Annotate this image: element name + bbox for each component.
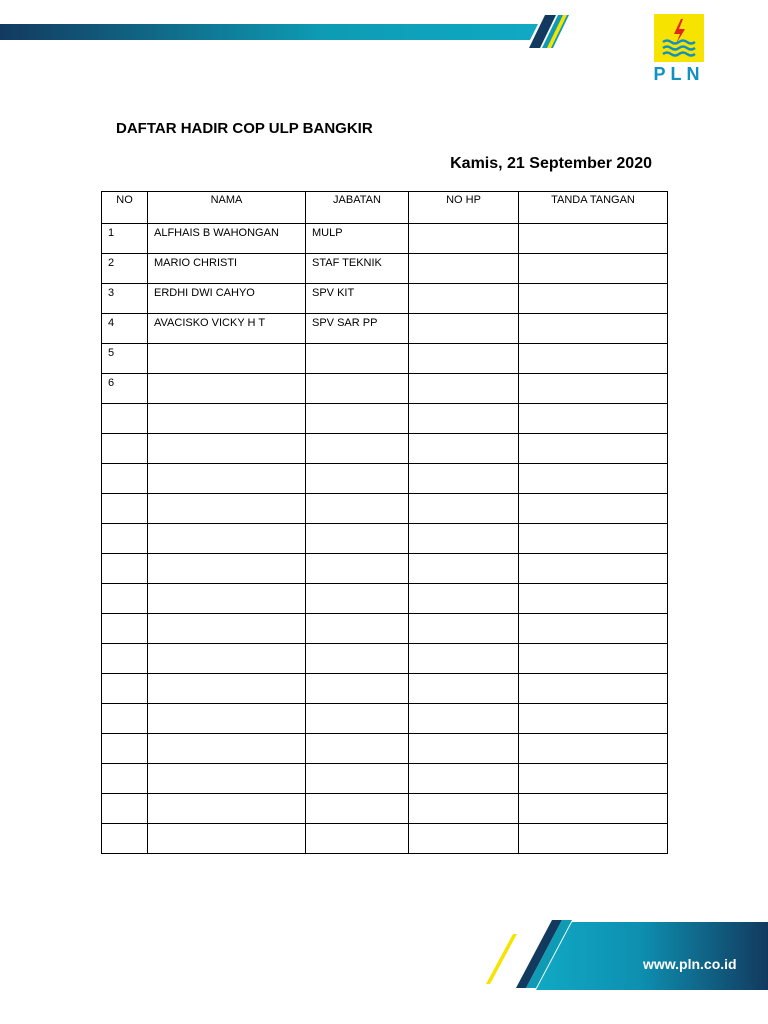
table-row: [102, 284, 668, 314]
cell-tanda-tangan: [519, 344, 668, 374]
cell-jabatan: [306, 404, 409, 434]
cell-nama: MARIO CHRISTI: [148, 254, 306, 284]
cell-jabatan: SPV SAR PP: [306, 314, 409, 344]
cell-no-hp: [409, 404, 519, 434]
cell-nama: [148, 824, 306, 854]
cell-no: [102, 614, 148, 644]
cell-tanda-tangan: [519, 824, 668, 854]
cell-tanda-tangan: [519, 404, 668, 434]
cell-tanda-tangan: [519, 494, 668, 524]
cell-jabatan: [306, 434, 409, 464]
cell-tanda-tangan: [519, 674, 668, 704]
cell-nama: [148, 524, 306, 554]
cell-no: 4: [102, 314, 148, 344]
cell-no-hp: [409, 674, 519, 704]
cell-tanda-tangan: [519, 614, 668, 644]
cell-no-hp: [409, 524, 519, 554]
cell-nama: [148, 464, 306, 494]
cell-tanda-tangan: [519, 704, 668, 734]
table-row: [102, 464, 668, 494]
cell-nama: [148, 644, 306, 674]
cell-no: [102, 464, 148, 494]
table-row: [102, 614, 668, 644]
cell-jabatan: [306, 674, 409, 704]
header-no: NO: [102, 192, 148, 224]
cell-no-hp: [409, 314, 519, 344]
cell-tanda-tangan: [519, 644, 668, 674]
cell-no-hp: [409, 794, 519, 824]
cell-nama: [148, 494, 306, 524]
cell-no: [102, 644, 148, 674]
cell-no-hp: [409, 704, 519, 734]
cell-jabatan: [306, 764, 409, 794]
cell-no-hp: [409, 614, 519, 644]
cell-no-hp: [409, 584, 519, 614]
cell-nama: [148, 404, 306, 434]
table-header-row: [102, 192, 668, 224]
cell-nama: [148, 584, 306, 614]
cell-no-hp: [409, 224, 519, 254]
cell-no: 5: [102, 344, 148, 374]
lightning-icon: [654, 14, 704, 62]
cell-no-hp: [409, 824, 519, 854]
cell-jabatan: [306, 374, 409, 404]
header-no-hp: NO HP: [409, 192, 519, 224]
table-row: [102, 644, 668, 674]
cell-nama: [148, 734, 306, 764]
cell-nama: [148, 614, 306, 644]
cell-jabatan: [306, 464, 409, 494]
header-tanda-tangan: TANDA TANGAN: [519, 192, 668, 224]
cell-jabatan: [306, 344, 409, 374]
cell-tanda-tangan: [519, 224, 668, 254]
document-date: Kamis, 21 September 2020: [450, 155, 652, 172]
cell-no: [102, 824, 148, 854]
cell-no: [102, 434, 148, 464]
cell-no-hp: [409, 554, 519, 584]
table-row: [102, 824, 668, 854]
cell-no: 1: [102, 224, 148, 254]
cell-no: [102, 764, 148, 794]
cell-no: [102, 734, 148, 764]
header-jabatan: JABATAN: [306, 192, 409, 224]
table-row: [102, 734, 668, 764]
cell-jabatan: [306, 614, 409, 644]
table-row: [102, 254, 668, 284]
cell-no-hp: [409, 464, 519, 494]
table-row: [102, 404, 668, 434]
cell-tanda-tangan: [519, 464, 668, 494]
cell-no: [102, 704, 148, 734]
cell-jabatan: [306, 494, 409, 524]
table-row: [102, 314, 668, 344]
cell-nama: [148, 764, 306, 794]
cell-nama: ERDHI DWI CAHYO: [148, 284, 306, 314]
header-nama: NAMA: [148, 192, 306, 224]
cell-tanda-tangan: [519, 524, 668, 554]
cell-jabatan: [306, 704, 409, 734]
cell-no: [102, 524, 148, 554]
table-row: [102, 794, 668, 824]
table-row: [102, 704, 668, 734]
cell-tanda-tangan: [519, 764, 668, 794]
table-row: [102, 224, 668, 254]
table-row: [102, 374, 668, 404]
cell-jabatan: [306, 644, 409, 674]
table-row: [102, 434, 668, 464]
cell-no-hp: [409, 494, 519, 524]
logo-text: PLN: [653, 64, 705, 84]
cell-tanda-tangan: [519, 584, 668, 614]
cell-jabatan: MULP: [306, 224, 409, 254]
cell-no: 3: [102, 284, 148, 314]
cell-jabatan: [306, 524, 409, 554]
table-row: [102, 494, 668, 524]
cell-no: [102, 794, 148, 824]
cell-nama: [148, 794, 306, 824]
cell-jabatan: [306, 584, 409, 614]
cell-no: [102, 674, 148, 704]
cell-jabatan: [306, 794, 409, 824]
logo-emblem: [654, 14, 704, 62]
cell-no-hp: [409, 344, 519, 374]
cell-no-hp: [409, 374, 519, 404]
cell-no: [102, 404, 148, 434]
cell-nama: [148, 704, 306, 734]
table-row: [102, 584, 668, 614]
cell-tanda-tangan: [519, 554, 668, 584]
cell-no: 6: [102, 374, 148, 404]
table-row: [102, 524, 668, 554]
attendance-table: [101, 191, 668, 854]
cell-no: 2: [102, 254, 148, 284]
cell-tanda-tangan: [519, 254, 668, 284]
cell-no-hp: [409, 434, 519, 464]
cell-no-hp: [409, 644, 519, 674]
cell-no: [102, 494, 148, 524]
cell-nama: [148, 434, 306, 464]
cell-no: [102, 554, 148, 584]
cell-tanda-tangan: [519, 734, 668, 764]
pln-logo: [652, 14, 706, 86]
cell-jabatan: [306, 554, 409, 584]
cell-tanda-tangan: [519, 284, 668, 314]
website-link[interactable]: www.pln.co.id: [643, 956, 737, 972]
cell-nama: [148, 674, 306, 704]
cell-no-hp: [409, 254, 519, 284]
cell-no-hp: [409, 734, 519, 764]
cell-jabatan: [306, 734, 409, 764]
cell-no-hp: [409, 764, 519, 794]
cell-nama: [148, 344, 306, 374]
cell-no: [102, 584, 148, 614]
cell-tanda-tangan: [519, 314, 668, 344]
cell-tanda-tangan: [519, 374, 668, 404]
table-row: [102, 764, 668, 794]
table-row: [102, 554, 668, 584]
cell-tanda-tangan: [519, 434, 668, 464]
page-title: DAFTAR HADIR COP ULP BANGKIR: [116, 120, 373, 137]
cell-nama: [148, 554, 306, 584]
cell-jabatan: [306, 824, 409, 854]
cell-tanda-tangan: [519, 794, 668, 824]
table-row: [102, 674, 668, 704]
cell-nama: AVACISKO VICKY H T: [148, 314, 306, 344]
cell-jabatan: SPV KIT: [306, 284, 409, 314]
cell-no-hp: [409, 284, 519, 314]
cell-nama: [148, 374, 306, 404]
table-row: [102, 344, 668, 374]
cell-nama: ALFHAIS B WAHONGAN: [148, 224, 306, 254]
cell-jabatan: STAF TEKNIK: [306, 254, 409, 284]
